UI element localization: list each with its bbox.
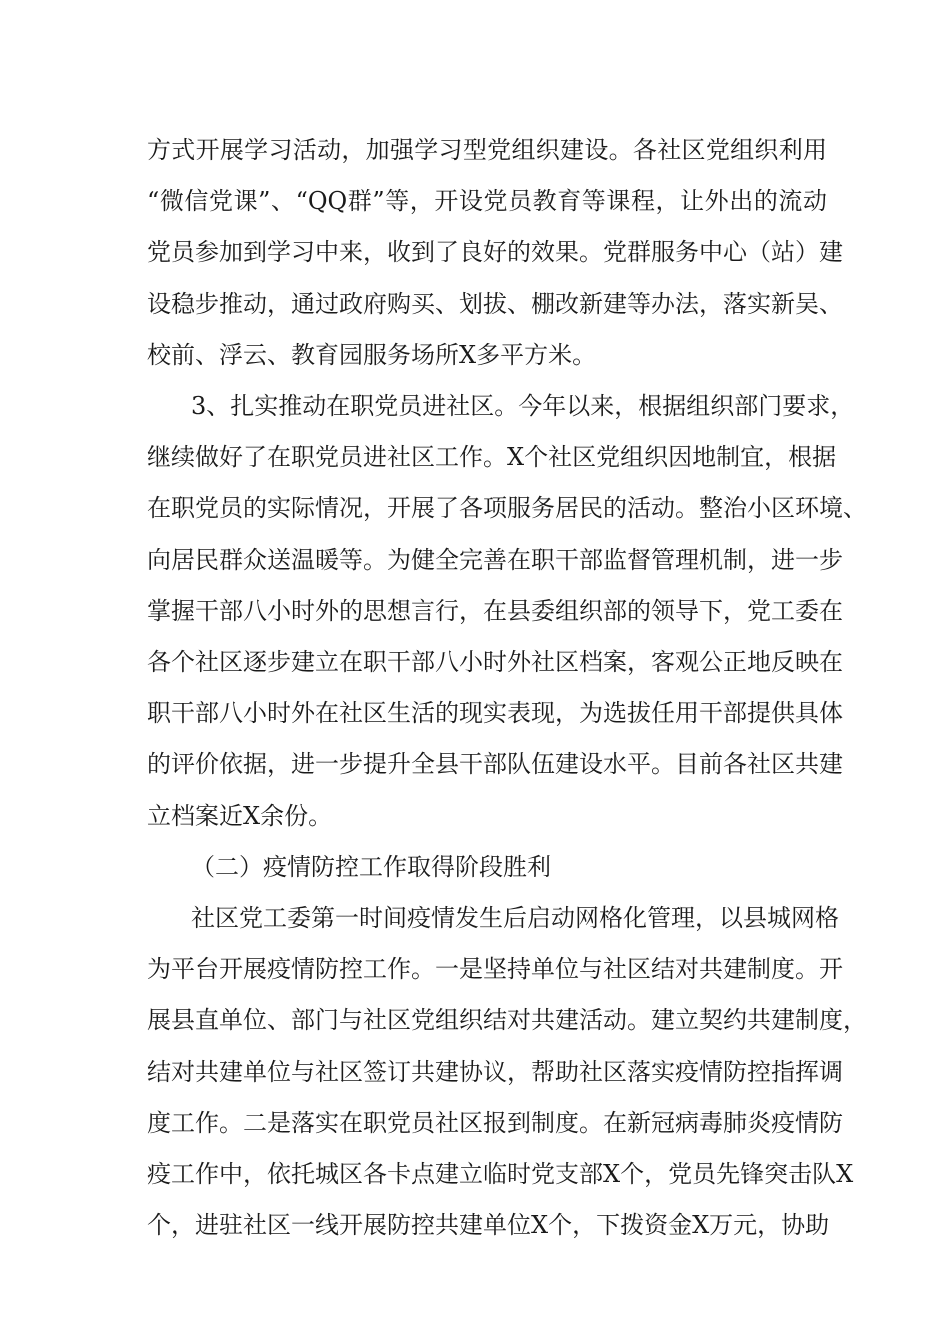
- body-text-line: 为平台开展疫情防控工作。一是坚持单位与社区结对共建制度。开: [147, 955, 843, 983]
- body-text-line: 各个社区逐步建立在职干部八小时外社区档案，客观公正地反映在: [147, 648, 843, 676]
- body-text-line: 校前、浮云、教育园服务场所X多平方米。: [147, 341, 597, 369]
- body-text-line: 度工作。二是落实在职党员社区报到制度。在新冠病毒肺炎疫情防: [147, 1109, 843, 1137]
- body-text-line: 继续做好了在职党员进社区工作。X个社区党组织因地制宜，根据: [147, 443, 837, 471]
- body-text-line: 职干部八小时外在社区生活的现实表现，为选拔任用干部提供具体: [147, 699, 843, 727]
- body-text-line: “微信党课”、“QQ群”等，开设党员教育等课程，让外出的流动: [147, 187, 827, 215]
- body-text-line: 掌握干部八小时外的思想言行，在县委组织部的领导下，党工委在: [147, 597, 843, 625]
- body-text-line: 个，进驻社区一线开展防控共建单位X个，下拨资金X万元，协助: [147, 1211, 830, 1239]
- body-text-line: 立档案近X余份。: [147, 802, 333, 830]
- body-text-line: 结对共建单位与社区签订共建协议，帮助社区落实疫情防控指挥调: [147, 1058, 843, 1086]
- body-text-line: 党员参加到学习中来，收到了良好的效果。党群服务中心（站）建: [147, 238, 843, 266]
- body-text-line: 向居民群众送温暖等。为健全完善在职干部监督管理机制，进一步: [147, 546, 843, 574]
- paragraph-first-line: 3、扎实推动在职党员进社区。今年以来，根据组织部门要求，: [191, 392, 855, 420]
- paragraph-first-line: 社区党工委第一时间疫情发生后启动网格化管理，以县城网格: [191, 904, 839, 932]
- body-text-line: 方式开展学习活动，加强学习型党组织建设。各社区党组织利用: [147, 136, 827, 164]
- body-text-line: 展县直单位、部门与社区党组织结对共建活动。建立契约共建制度，: [147, 1006, 867, 1034]
- body-text-line: 设稳步推动，通过政府购买、划拔、棚改新建等办法，落实新吴、: [147, 290, 843, 318]
- section-heading: （二）疫情防控工作取得阶段胜利: [191, 853, 551, 881]
- body-text-line: 的评价依据，进一步提升全县干部队伍建设水平。目前各社区共建: [147, 750, 843, 778]
- body-text-line: 在职党员的实际情况，开展了各项服务居民的活动。整治小区环境、: [147, 494, 867, 522]
- body-text-line: 疫工作中，依托城区各卡点建立临时党支部X个，党员先锋突击队X: [147, 1160, 854, 1188]
